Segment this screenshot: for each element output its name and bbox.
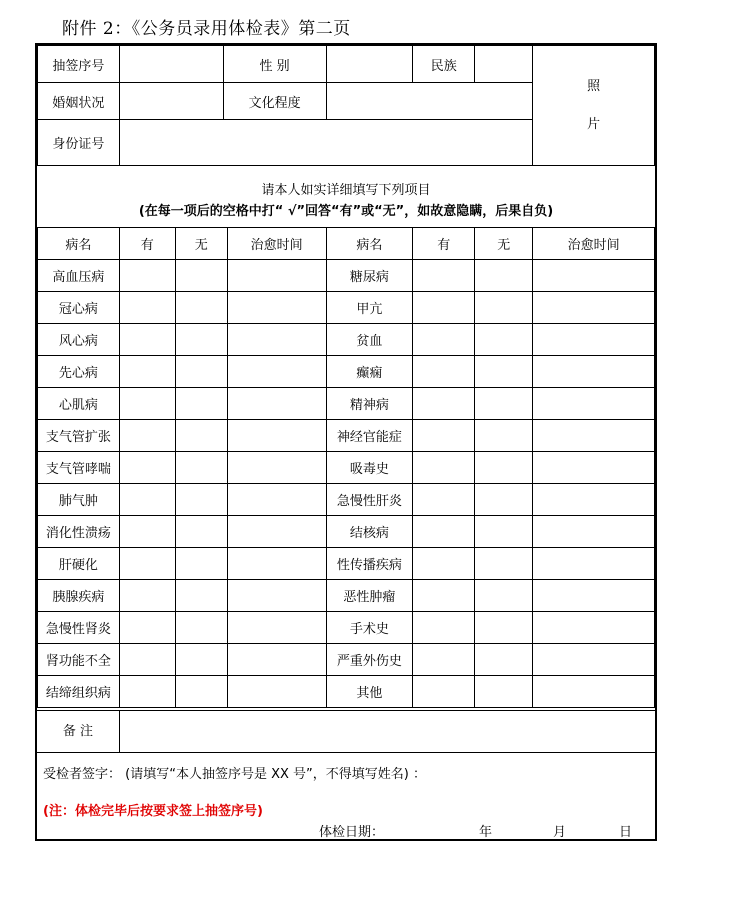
day-label: 日 — [619, 825, 633, 840]
remark-label: 备 注 — [37, 711, 120, 753]
personal-info-table — [37, 45, 655, 166]
cure-time-cell-left[interactable] — [227, 676, 326, 708]
disease-name-left: 肝硬化 — [38, 548, 120, 580]
cure-time-cell-left[interactable] — [227, 324, 326, 356]
disease-name-left: 风心病 — [38, 324, 120, 356]
no-cell-left[interactable] — [175, 260, 227, 292]
disease-name-left: 高血压病 — [38, 260, 120, 292]
table-row — [38, 612, 655, 644]
yes-cell-right[interactable] — [413, 644, 475, 676]
photo-area[interactable] — [533, 46, 655, 166]
no-cell-right[interactable] — [475, 420, 533, 452]
yes-cell-right[interactable] — [413, 260, 475, 292]
disease-name-left: 肺气肿 — [38, 484, 120, 516]
yes-cell-left[interactable] — [119, 452, 175, 484]
no-cell-left[interactable] — [175, 612, 227, 644]
cure-time-cell-left[interactable] — [227, 580, 326, 612]
disease-name-left: 冠心病 — [38, 292, 120, 324]
table-row — [38, 292, 655, 324]
disease-name-left: 急慢性肾炎 — [38, 612, 120, 644]
instruction-line-2: (在每一项后的空格中打“ √”回答“有”或“无”，如故意隐瞒，后果自负) — [138, 204, 554, 219]
col-header-yes-left: 有 — [119, 228, 175, 260]
signature-instruction: 受检者签字： (请填写“本人抽签序号是 XX 号”，不得填写姓名) ： — [43, 767, 426, 782]
no-cell-right[interactable] — [475, 356, 533, 388]
yes-cell-right[interactable] — [413, 612, 475, 644]
cure-time-cell-right[interactable] — [533, 452, 655, 484]
cure-time-cell-left[interactable] — [227, 260, 326, 292]
col-header-no-right: 无 — [475, 228, 533, 260]
yes-cell-left[interactable] — [119, 260, 175, 292]
photo-label-2: 片 — [587, 116, 601, 132]
yes-cell-left[interactable] — [119, 548, 175, 580]
disease-name-right: 结核病 — [326, 516, 413, 548]
yes-cell-left[interactable] — [119, 388, 175, 420]
no-cell-right[interactable] — [475, 388, 533, 420]
yes-cell-left[interactable] — [119, 644, 175, 676]
cure-time-cell-left[interactable] — [227, 612, 326, 644]
col-header-cure-time-left: 治愈时间 — [227, 228, 326, 260]
yes-cell-right[interactable] — [413, 548, 475, 580]
cure-time-cell-right[interactable] — [533, 516, 655, 548]
table-row — [38, 548, 655, 580]
signature-section — [37, 752, 655, 840]
no-cell-right[interactable] — [475, 612, 533, 644]
disease-name-left: 先心病 — [38, 356, 120, 388]
no-cell-left[interactable] — [175, 388, 227, 420]
instruction-block — [37, 165, 655, 228]
no-cell-right[interactable] — [475, 548, 533, 580]
cure-time-cell-left[interactable] — [227, 452, 326, 484]
table-row — [38, 580, 655, 612]
yes-cell-right[interactable] — [413, 420, 475, 452]
cure-time-cell-right[interactable] — [533, 356, 655, 388]
remark-row — [37, 710, 655, 753]
yes-cell-right[interactable] — [413, 388, 475, 420]
disease-name-right: 糖尿病 — [326, 260, 413, 292]
disease-name-right: 性传播疾病 — [326, 548, 413, 580]
col-header-name-right: 病名 — [326, 228, 413, 260]
cure-time-cell-right[interactable] — [533, 388, 655, 420]
no-cell-right[interactable] — [475, 324, 533, 356]
no-cell-right[interactable] — [475, 484, 533, 516]
yes-cell-left[interactable] — [119, 516, 175, 548]
no-cell-left[interactable] — [175, 516, 227, 548]
cure-time-cell-right[interactable] — [533, 548, 655, 580]
table-row — [38, 676, 655, 708]
disease-name-right: 严重外伤史 — [326, 644, 413, 676]
cure-time-cell-right[interactable] — [533, 420, 655, 452]
disease-name-right: 癫痫 — [326, 356, 413, 388]
yes-cell-left[interactable] — [119, 484, 175, 516]
no-cell-left[interactable] — [175, 676, 227, 708]
yes-cell-right[interactable] — [413, 292, 475, 324]
id-number-field[interactable] — [119, 120, 532, 166]
table-row — [38, 516, 655, 548]
yes-cell-right[interactable] — [413, 516, 475, 548]
cure-time-cell-left[interactable] — [227, 420, 326, 452]
education-field[interactable] — [326, 83, 533, 120]
exam-date-label: 体检日期： — [319, 825, 385, 840]
cure-time-cell-left[interactable] — [227, 644, 326, 676]
disease-name-right: 吸毒史 — [326, 452, 413, 484]
cure-time-cell-left[interactable] — [227, 484, 326, 516]
cure-time-cell-right[interactable] — [533, 292, 655, 324]
table-row — [38, 644, 655, 676]
cure-time-cell-right[interactable] — [533, 580, 655, 612]
signature-note: (注：体检完毕后按要求签上抽签序号) — [43, 804, 263, 819]
yes-cell-right[interactable] — [413, 676, 475, 708]
cure-time-cell-left[interactable] — [227, 516, 326, 548]
no-cell-left[interactable] — [175, 580, 227, 612]
ethnicity-field[interactable] — [475, 46, 533, 83]
no-cell-right[interactable] — [475, 676, 533, 708]
disease-name-left: 结缔组织病 — [38, 676, 120, 708]
col-header-no-left: 无 — [175, 228, 227, 260]
no-cell-right[interactable] — [475, 644, 533, 676]
disease-name-right: 手术史 — [326, 612, 413, 644]
disease-name-left: 胰腺疾病 — [38, 580, 120, 612]
no-cell-left[interactable] — [175, 356, 227, 388]
marital-status-label: 婚姻状况 — [38, 83, 120, 120]
cure-time-cell-left[interactable] — [227, 292, 326, 324]
yes-cell-left[interactable] — [119, 324, 175, 356]
no-cell-right[interactable] — [475, 580, 533, 612]
yes-cell-right[interactable] — [413, 324, 475, 356]
disease-history-table — [37, 227, 655, 708]
education-label: 文化程度 — [223, 83, 326, 120]
col-header-name-left: 病名 — [38, 228, 120, 260]
col-header-cure-time-right: 治愈时间 — [533, 228, 655, 260]
yes-cell-left[interactable] — [119, 612, 175, 644]
cure-time-cell-right[interactable] — [533, 324, 655, 356]
disease-name-right: 急慢性肝炎 — [326, 484, 413, 516]
no-cell-right[interactable] — [475, 452, 533, 484]
disease-name-left: 心肌病 — [38, 388, 120, 420]
yes-cell-left[interactable] — [119, 292, 175, 324]
disease-name-left: 支气管扩张 — [38, 420, 120, 452]
year-label: 年 — [479, 825, 493, 840]
table-row — [38, 260, 655, 292]
cure-time-cell-right[interactable] — [533, 260, 655, 292]
gender-label: 性 别 — [223, 46, 326, 83]
cure-time-cell-right[interactable] — [533, 484, 655, 516]
disease-name-left: 肾功能不全 — [38, 644, 120, 676]
cure-time-cell-right[interactable] — [533, 676, 655, 708]
ethnicity-label: 民族 — [413, 46, 475, 83]
no-cell-right[interactable] — [475, 260, 533, 292]
no-cell-left[interactable] — [175, 484, 227, 516]
yes-cell-left[interactable] — [119, 420, 175, 452]
page-title: 附件 2：《公务员录用体检表》第二页 — [62, 19, 351, 39]
cure-time-cell-left[interactable] — [227, 356, 326, 388]
no-cell-left[interactable] — [175, 292, 227, 324]
lottery-no-field[interactable] — [119, 46, 223, 83]
no-cell-right[interactable] — [475, 516, 533, 548]
disease-name-right: 其他 — [326, 676, 413, 708]
disease-name-right: 神经官能症 — [326, 420, 413, 452]
photo-label-1: 照 — [587, 78, 601, 94]
no-cell-left[interactable] — [175, 548, 227, 580]
yes-cell-right[interactable] — [413, 580, 475, 612]
no-cell-left[interactable] — [175, 324, 227, 356]
table-row — [38, 484, 655, 516]
yes-cell-right[interactable] — [413, 356, 475, 388]
disease-name-left: 消化性溃疡 — [38, 516, 120, 548]
yes-cell-left[interactable] — [119, 676, 175, 708]
yes-cell-right[interactable] — [413, 452, 475, 484]
yes-cell-left[interactable] — [119, 580, 175, 612]
table-row — [38, 452, 655, 484]
cure-time-cell-right[interactable] — [533, 612, 655, 644]
month-label: 月 — [553, 825, 567, 840]
medical-exam-form — [35, 43, 657, 841]
no-cell-left[interactable] — [175, 644, 227, 676]
table-row — [38, 324, 655, 356]
cure-time-cell-left[interactable] — [227, 388, 326, 420]
yes-cell-left[interactable] — [119, 356, 175, 388]
disease-name-right: 精神病 — [326, 388, 413, 420]
disease-name-right: 贫血 — [326, 324, 413, 356]
lottery-no-label: 抽签序号 — [38, 46, 120, 83]
no-cell-right[interactable] — [475, 292, 533, 324]
disease-name-left: 支气管哮喘 — [38, 452, 120, 484]
col-header-yes-right: 有 — [413, 228, 475, 260]
table-row — [38, 420, 655, 452]
gender-field[interactable] — [326, 46, 413, 83]
no-cell-left[interactable] — [175, 420, 227, 452]
table-row — [38, 356, 655, 388]
table-row — [38, 388, 655, 420]
id-number-label: 身份证号 — [38, 120, 120, 166]
no-cell-left[interactable] — [175, 452, 227, 484]
yes-cell-right[interactable] — [413, 484, 475, 516]
instruction-line-1: 请本人如实详细填写下列项目 — [261, 183, 431, 198]
cure-time-cell-right[interactable] — [533, 644, 655, 676]
disease-name-right: 甲亢 — [326, 292, 413, 324]
cure-time-cell-left[interactable] — [227, 548, 326, 580]
disease-name-right: 恶性肿瘤 — [326, 580, 413, 612]
marital-status-field[interactable] — [119, 83, 223, 120]
